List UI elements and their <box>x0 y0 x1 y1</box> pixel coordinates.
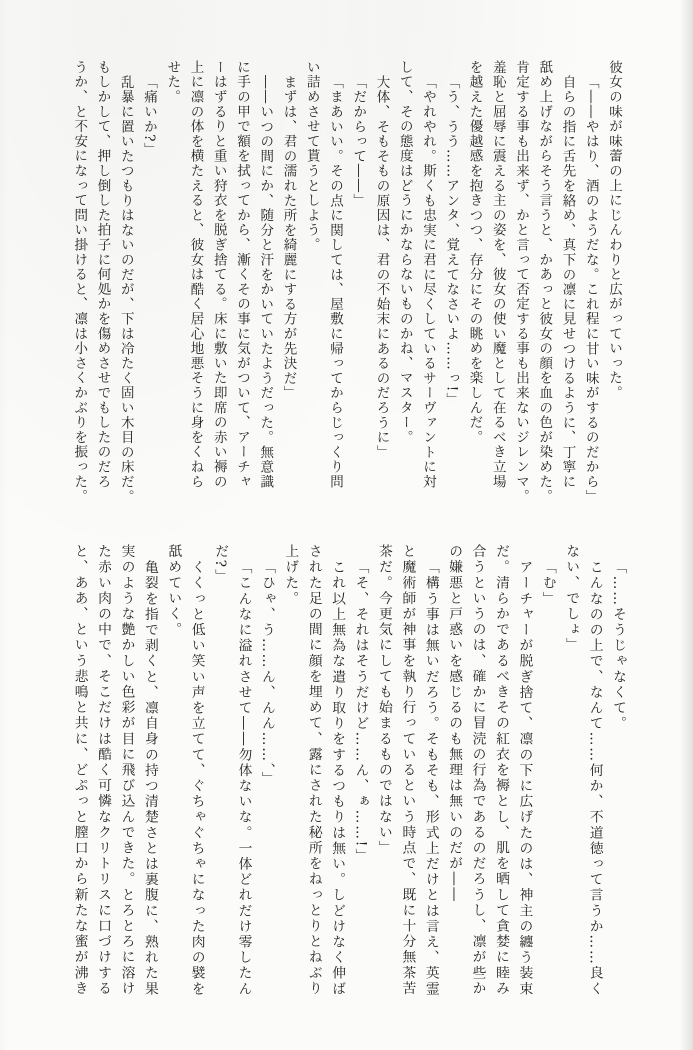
text-column: 「ひゃ、う……ん、んん……、」 <box>258 560 275 788</box>
text-column: 茶だ。今更気にしても始まるものではない」 <box>375 544 392 856</box>
text-column: くくっと低い笑い声を立てて、ぐちゃぐちゃになった肉の襞を <box>188 560 205 997</box>
text-column: された足の間に顔を埋めて、露にされた秘所をねっとりとねぶり <box>305 544 322 997</box>
text-column: して、その態度はどうにかならないものかね、マスター。 <box>396 60 413 445</box>
text-column: 乱暴に置いたつもりはないのだが、下は冷たく固い木目の床だ。 <box>117 75 134 505</box>
text-column: うか、と不安になって問い掛けると、凛は小さくかぶりを振った。 <box>71 60 88 504</box>
text-column: 合うというのは、確かに冒涜の行為であるのだろうし、凛が些か <box>469 544 486 997</box>
text-column: だ。清らかであるべきその紅衣を褥とし、肌を晒して貪婪に睦み <box>492 544 509 997</box>
text-column: ――いつの間にか、随分と汗をかいていたようだった。無意識 <box>257 75 274 490</box>
text-column: 「こんなに溢れさせて――勿体ないな。一体どれだけ零したん <box>235 560 252 997</box>
text-column: 「む」 <box>539 560 556 607</box>
text-column: 彼女の味が味蕾の上にじんわりと広がっていった。 <box>606 60 622 401</box>
text-column: を越えた優越感を抱きつつ、存分にその眺めを楽しんだ。 <box>466 60 483 445</box>
text-column: こんなのの上で、なんて……何か、不道徳って言うか……良く <box>586 560 603 997</box>
text-column: これ以上無為な遣り取りをするつもりは無い。しどけなく伸ば <box>329 560 346 997</box>
text-column: 舐め上げながらそう言うと、かあっと彼女の顔を血の色が染めた。 <box>536 60 553 504</box>
text-column: 大体、そもそもの原因は、君の不始末にあるのだろうに」 <box>373 75 390 460</box>
text-column: の嫌悪と戸惑いを感じるのも無理は無いのだが―― <box>446 544 463 903</box>
text-column: ない、でしょ」 <box>563 544 580 654</box>
text-column: ーはずるりと重い狩衣を脱ぎ捨てる。床に敷いた即席の赤い褥の <box>210 60 227 490</box>
text-column: い詰めさせて貰うとしよう。 <box>303 60 320 253</box>
text-column: アーチャーが脱ぎ捨て、凛の下に広げたのは、神主の纏う装束 <box>516 560 533 997</box>
text-column: 「やれやれ。斯くも忠実に君に尽くしているサーヴァントに対 <box>420 75 436 490</box>
text-column: 亀裂を指で剥くと、凛自身の持つ清楚さとは裏腹に、熟れた果 <box>141 560 158 997</box>
text-block-top <box>67 60 625 518</box>
text-column: に手の甲で額を拭ってから、漸くその事に気がついて、アーチャ <box>234 60 250 490</box>
text-column: 「……そうじゃなくて。 <box>610 560 626 732</box>
text-column: 「う、うう……アンタ、覚えてなさいよ……っ!」 <box>443 75 460 408</box>
text-column: 実のような艶かしい色彩が目に飛び込んできた。とろとろに溶け <box>118 544 135 997</box>
text-column: 自らの指に舌先を絡め、真下の凛に見せつけるように、丁寧に <box>559 75 576 490</box>
text-column: だ?」 <box>212 544 229 585</box>
text-column: 上に凛の体を横たえると、彼女は酷く居心地悪そうに身をくねら <box>187 60 204 490</box>
text-column: 上げた。 <box>282 544 299 607</box>
text-column: 「痛いか?」 <box>141 75 157 158</box>
text-column: 「構う事は無いだろう。そもそも、形式上だけとは言え、英霊 <box>422 560 439 997</box>
text-column: た赤い肉の中で、そこだけは酷く可憐なクリトリスに口づけする <box>95 544 112 997</box>
text-column: と魔術師が神事を執り行っているという時点で、既に十分無茶苦 <box>399 544 416 997</box>
text-column: 舐めていく。 <box>165 544 182 638</box>
text-column: 「そ、それはそうだけど……ん、ぁ……!」 <box>352 560 369 864</box>
text-column: まずは、君の濡れた所を綺麗にする方が先決だ」 <box>280 75 297 401</box>
text-block-bottom <box>67 544 629 1008</box>
text-column: と、ああ、という悲鳴と共に、どぷっと膣口から新たな蜜が沸き <box>71 544 88 997</box>
text-column: 「まあいい。その点に関しては、屋敷に帰ってからじっくり問 <box>327 75 343 490</box>
text-column: もしかして、押し倒した拍子に何処かを傷めさせでもしたのだろ <box>94 60 111 490</box>
text-column: 「だからって――」 <box>350 75 367 209</box>
text-column: 「――やはり、酒のようだな。これ程に甘い味がするのだから」 <box>582 75 599 505</box>
text-column: せた。 <box>164 60 181 105</box>
text-column: 羞恥と屈辱に震える主の姿を、彼女の使い魔として在るべき立場 <box>489 60 506 490</box>
text-column: 肯定する事も出来ず、かと言って否定する事も出来ないジレンマ。 <box>513 60 529 504</box>
